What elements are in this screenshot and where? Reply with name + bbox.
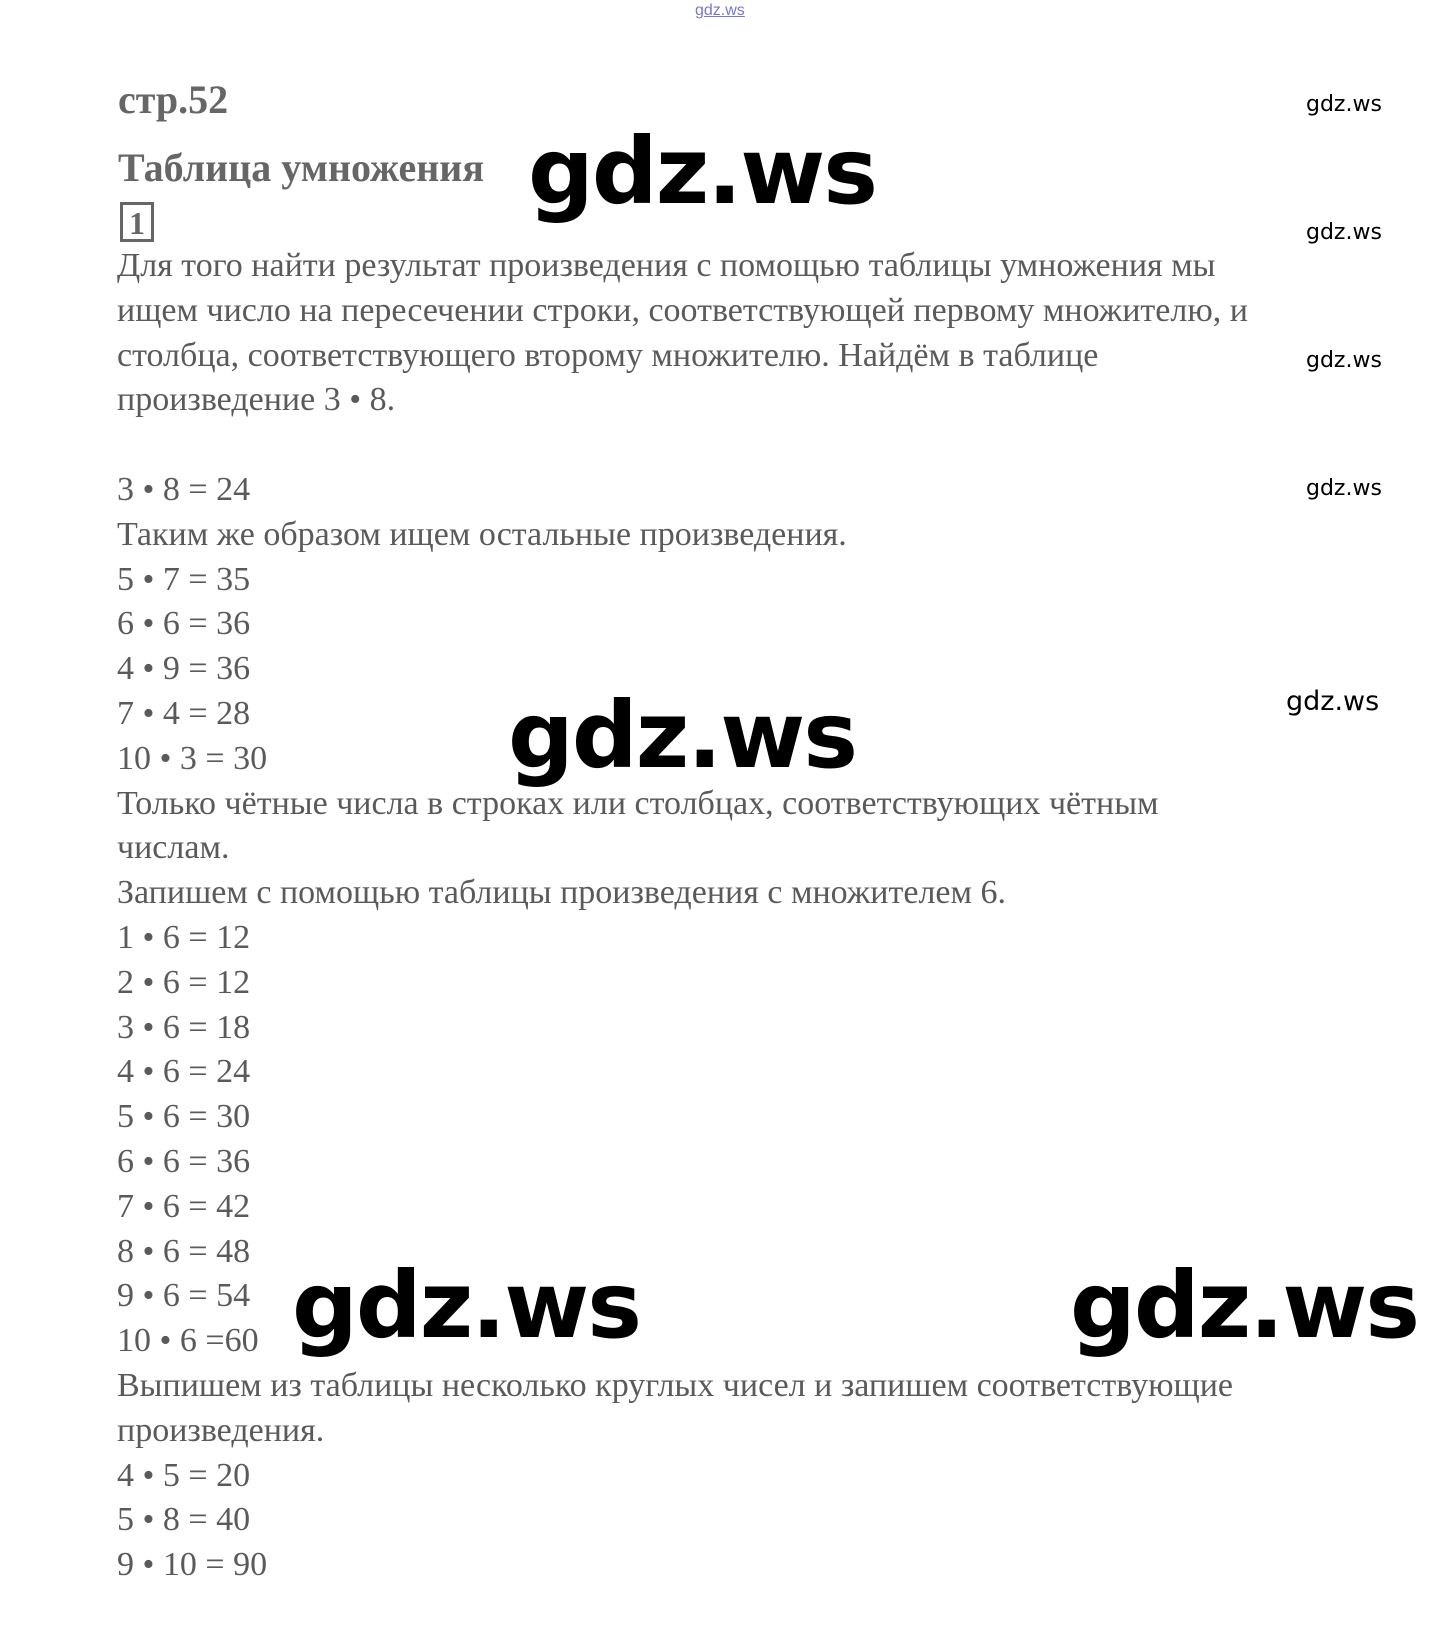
- watermark-large: gdz.ws: [1070, 1252, 1418, 1359]
- text-line: произведения.: [117, 1411, 325, 1449]
- equation-line: 8 • 6 = 48: [117, 1232, 251, 1270]
- watermark-small: gdz.ws: [1306, 348, 1382, 373]
- equation-line: 3 • 6 = 18: [117, 1008, 251, 1046]
- equation-line: 4 • 6 = 24: [117, 1053, 251, 1091]
- section-title: Таблица умножения: [118, 145, 484, 190]
- equation-line: 5 • 7 = 35: [117, 560, 251, 598]
- text-line: Для того найти результат произведения с помощью таблицы умножения мы: [117, 247, 1216, 284]
- equation-line: 1 • 6 = 12: [117, 918, 251, 956]
- solution-text: [117, 244, 1427, 1588]
- equation-line: 9 • 10 = 90: [117, 1546, 268, 1584]
- equation-line: 3 • 8 = 24: [117, 470, 251, 508]
- text-line: Таким же образом ищем остальные произведения.: [117, 515, 847, 553]
- task-number-badge: 1: [120, 202, 154, 242]
- text-line: числам.: [117, 829, 230, 867]
- watermark-small: gdz.ws: [1306, 220, 1382, 245]
- equation-line: 2 • 6 = 12: [117, 963, 251, 1001]
- watermark-large: gdz.ws: [508, 682, 856, 789]
- watermark-medium: gdz.ws: [1286, 686, 1380, 717]
- equation-line: 6 • 6 = 36: [117, 1142, 251, 1180]
- equation-line: 5 • 6 = 30: [117, 1098, 251, 1136]
- text-line: Запишем с помощью таблицы произведения с множителем 6.: [117, 874, 1007, 912]
- blank-line: [117, 423, 1427, 468]
- equation-line: 4 • 9 = 36: [117, 650, 251, 688]
- equation-line: 7 • 6 = 42: [117, 1187, 251, 1225]
- equation-line: 6 • 6 = 36: [117, 605, 251, 643]
- equation-line: 9 • 6 = 54: [117, 1277, 251, 1315]
- equation-line: 4 • 5 = 20: [117, 1456, 251, 1494]
- text-line: Только чётные числа в строках или столбцах, соответствующих чётным: [117, 784, 1159, 822]
- watermark-small: gdz.ws: [1306, 476, 1382, 501]
- text-line: произведение 3 • 8.: [117, 381, 396, 419]
- page-number: стр.52: [118, 77, 229, 122]
- equation-line: 10 • 3 = 30: [117, 739, 268, 777]
- equation-line: 5 • 8 = 40: [117, 1501, 251, 1539]
- top-site-link[interactable]: gdz.ws: [695, 2, 745, 19]
- watermark-large: gdz.ws: [292, 1252, 640, 1359]
- text-line: ищем число на пересечении строки, соответствующей первому множителю, и: [117, 291, 1248, 329]
- watermark-large: gdz.ws: [528, 118, 876, 225]
- text-line: столбца, соответствующего второму множителю. Найдём в таблице: [117, 336, 1099, 374]
- text-line: Выпишем из таблицы несколько круглых чисел и запишем соответствующие: [117, 1366, 1234, 1404]
- equation-line: 7 • 4 = 28: [117, 694, 251, 732]
- watermark-small: gdz.ws: [1306, 92, 1382, 117]
- equation-line: 10 • 6 =60: [117, 1322, 259, 1360]
